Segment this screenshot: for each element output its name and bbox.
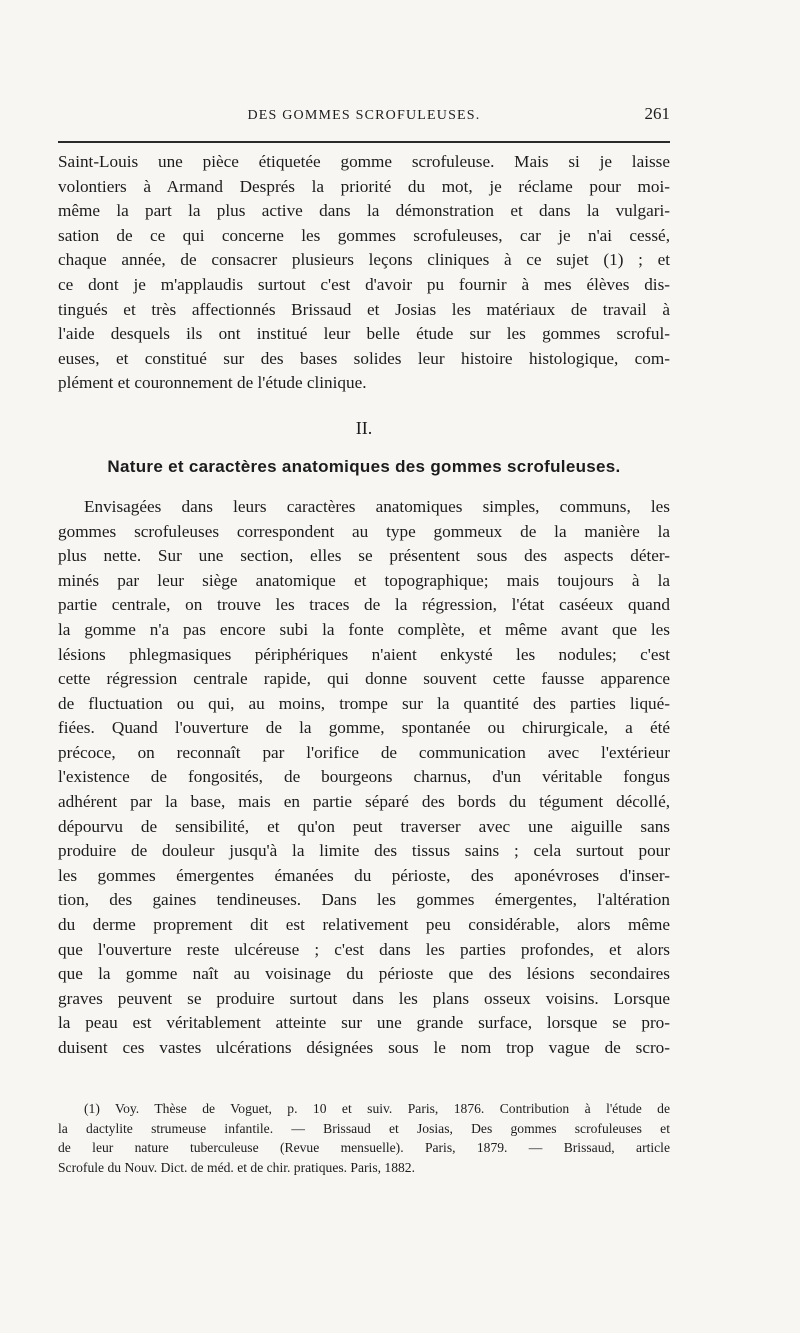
page-number: 261 — [644, 104, 670, 123]
text-line: lésions phlegmasiques périphériques n'aient enkysté les nodules; c'est — [58, 644, 670, 664]
text-line: précoce, on reconnaît par l'orifice de communication avec l'extérieur — [58, 742, 670, 762]
header-rule — [58, 141, 670, 143]
footnote-line: (1) Voy. Thèse de Voguet, p. 10 et suiv. Paris, 1876. Contribution à l'étude de — [84, 1101, 670, 1116]
text-line: que la gomme naît au voisinage du périoste que des lésions secondaires — [58, 964, 670, 984]
footnote — [58, 1099, 670, 1177]
text-line: que l'ouverture reste ulcéreuse ; c'est dans les parties profondes, et alors — [58, 939, 670, 959]
text-line: fiées. Quand l'ouverture de la gomme, spontanée ou chirurgicale, a été — [58, 718, 670, 738]
text-line: ce dont je m'applaudis surtout c'est d'avoir pu fournir à mes élèves dis- — [58, 274, 670, 294]
text-line: de fluctuation ou qui, au moins, trompe sur la quantité des parties liqué- — [58, 693, 670, 713]
section-number: II. — [355, 417, 373, 438]
text-line: les gommes émergentes émanées du périoste, des aponévroses d'inser- — [58, 865, 670, 885]
text-line: Envisagées dans leurs caractères anatomiques simples, communs, les — [84, 496, 670, 516]
text-line: plus nette. Sur une section, elles se présentent sous des aspects déter- — [58, 546, 670, 566]
text-line: produire de douleur jusqu'à la limite des tissus sains ; cela surtout pour — [58, 841, 670, 861]
text-line: même la part la plus active dans la démonstration et dans la vulgari- — [58, 201, 670, 221]
text-line: l'existence de fongosités, de bourgeons charnus, d'un véritable fongus — [58, 767, 670, 787]
text-line: tingués et très affectionnés Brissaud et Josias les matériaux de travail à — [58, 299, 670, 319]
text-line: adhérent par la base, mais en partie séparé des bords du tégument décollé, — [58, 792, 670, 812]
text-line: graves peuvent se produire surtout dans les plans osseux voisins. Lorsque — [58, 988, 670, 1008]
text-line: Saint-Louis une pièce étiquetée gomme scrofuleuse. Mais si je laisse — [58, 152, 670, 171]
text-line: plément et couronnement de l'étude clinique. — [58, 373, 367, 393]
section-title: Nature et caractères anatomiques des gommes scrofuleuses. — [107, 456, 621, 476]
text-line: euses, et constitué sur des bases solides leur histoire histologique, com- — [58, 348, 670, 368]
text-line: chaque année, de consacrer plusieurs leçons cliniques à ce sujet (1) ; et — [58, 250, 670, 270]
paragraph-1 — [58, 150, 670, 396]
text-line: sation de ce qui concerne les gommes scrofuleuses, car je n'ai cessé, — [58, 225, 670, 245]
text-line: cette régression centrale rapide, qui donne souvent cette fausse apparence — [58, 669, 670, 689]
page-header — [58, 104, 670, 132]
text-line: gommes scrofuleuses correspondent au type gommeux de la manière la — [58, 521, 670, 541]
text-line: minés par leur siège anatomique et topographique; mais toujours à la — [58, 570, 670, 590]
text-line: l'aide desquels ils ont institué leur belle étude sur les gommes scroful- — [58, 324, 670, 344]
text-line: partie centrale, on trouve les traces de la régression, l'état caséeux quand — [58, 595, 670, 615]
paragraph-2 — [58, 495, 670, 1061]
text-line: volontiers à Armand Després la priorité du mot, je réclame pour moi- — [58, 176, 670, 196]
text-line: tion, des gaines tendineuses. Dans les gommes émergentes, l'altération — [58, 890, 670, 910]
body-text — [58, 150, 670, 1061]
text-line: dépourvu de sensibilité, et qu'on peut traverser avec une aiguille sans — [58, 816, 670, 836]
running-head: DES GOMMES SCROFULEUSES. — [247, 108, 481, 123]
text-line: la gomme n'a pas encore subi la fonte complète, et même avant que les — [58, 619, 670, 639]
text-line: du derme proprement dit est relativement peu considérable, alors même — [58, 915, 670, 935]
footnote-line: Scrofule du Nouv. Dict. de méd. et de chir. pratiques. Paris, 1882. — [58, 1159, 416, 1175]
footnote-line: de leur nature tuberculeuse (Revue mensuelle). Paris, 1879. — Brissaud, article — [58, 1140, 670, 1155]
text-line: la peau est véritablement atteinte sur une grande surface, lorsque se pro- — [58, 1013, 670, 1033]
text-line: duisent ces vastes ulcérations désignées sous le nom trop vague de scro- — [58, 1038, 670, 1057]
footnote-line: la dactylite strumeuse infantile. — Brissaud et Josias, Des gommes scrofuleuses et — [58, 1120, 670, 1136]
